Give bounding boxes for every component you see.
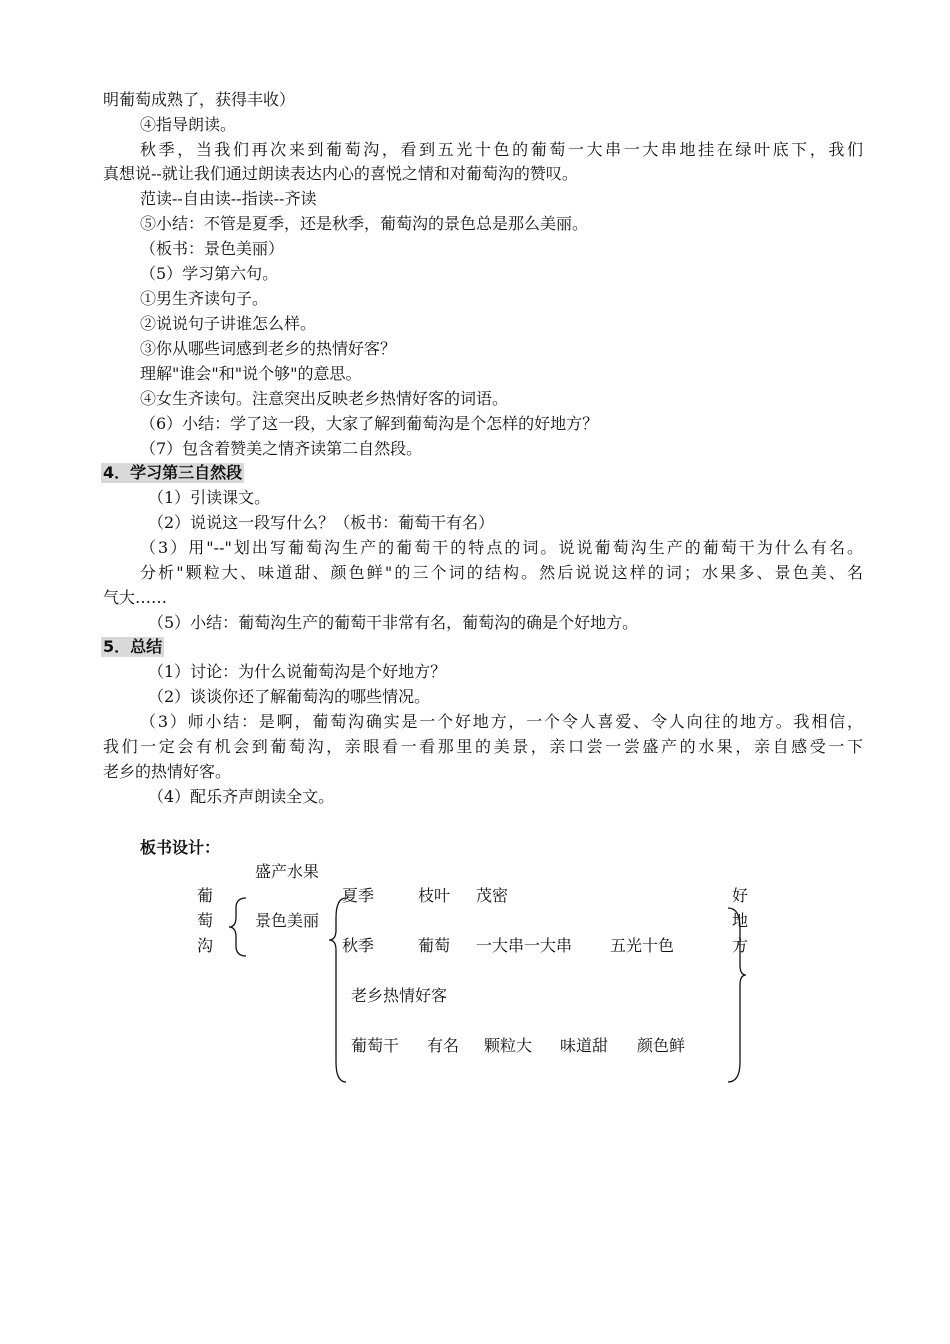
text-line: ④女生齐读句。注意突出反映老乡热情好客的词语。 (140, 389, 509, 408)
large-left-brace (329, 898, 346, 1082)
board-jingse: 景色美丽 (255, 911, 320, 930)
text-line: （1）引读课文。 (148, 488, 271, 507)
section-heading: 5．总结 (103, 637, 163, 656)
text-line: （板书：景色美丽） (140, 239, 285, 258)
board-char: 萄 (196, 911, 213, 930)
text-line: ①男生齐读句子。 (140, 289, 269, 308)
board-char: 地 (731, 911, 748, 930)
text-line: （6）小结：学了这一段，大家了解到葡萄沟是个怎样的好地方？ (140, 414, 599, 433)
board-laoxiang: 老乡热情好客 (351, 986, 448, 1005)
board-left-vertical (196, 883, 214, 958)
text-line: 老乡的热情好客。 (103, 762, 232, 781)
text-line: ②说说句子讲谁怎么样。 (140, 314, 317, 333)
text-line: （2）说说这一段写什么？（板书：葡萄干有名） (148, 513, 495, 532)
board-char: 沟 (196, 936, 213, 955)
board-weidao: 味道甜 (560, 1036, 609, 1055)
text-line: 气大…… (103, 588, 168, 607)
board-putaogan: 葡萄干 (351, 1036, 400, 1055)
board-maomi: 茂密 (476, 886, 509, 905)
text-line: 秋季，当我们再次来到葡萄沟，看到五光十色的葡萄一大串一大串地挂在绿叶底下，我们 (140, 140, 863, 159)
text-line: （4）配乐齐声朗读全文。 (148, 787, 335, 806)
board-shengchan: 盛产水果 (255, 862, 320, 881)
board-right-vertical (731, 883, 749, 958)
text-line: 范读--自由读--指读--齐读 (140, 189, 317, 208)
board-wuguang: 五光十色 (610, 936, 675, 955)
board-char: 葡 (196, 886, 213, 905)
board-char: 方 (731, 936, 748, 955)
text-line: （1）讨论：为什么说葡萄沟是个好地方？ (148, 662, 447, 681)
text-line: （7）包含着赞美之情齐读第二自然段。 (140, 439, 423, 458)
board-putao: 葡萄 (418, 936, 451, 955)
text-line: 我们一定会有机会到葡萄沟，亲眼看一看那里的美景，亲口尝一尝盛产的水果，亲自感受一下 (103, 737, 863, 756)
text-line: 明葡萄成熟了，获得丰收） (103, 90, 296, 109)
text-line: 理解"谁会"和"说个够"的意思。 (140, 364, 362, 383)
text-line: （2）谈谈你还了解葡萄沟的哪些情况。 (148, 687, 431, 706)
text-line: ⑤小结：不管是夏季，还是秋季，葡萄沟的景色总是那么美丽。 (140, 214, 589, 233)
board-dachuan: 一大串一大串 (476, 936, 573, 955)
board-xiaji: 夏季 (342, 886, 375, 905)
board-youming: 有名 (427, 1036, 460, 1055)
text-line: ③你从哪些词感到老乡的热情好客？ (140, 339, 397, 358)
text-line: （3）师小结：是啊，葡萄沟确实是一个好地方，一个令人喜爱、令人向往的地方。我相信， (140, 712, 863, 731)
text-line: 分析"颗粒大、味道甜、颜色鲜"的三个词的结构。然后说说这样的词；水果多、景色美、名 (140, 563, 863, 582)
text-line: 真想说--就让我们通过朗读表达内心的喜悦之情和对葡萄沟的赞叹。 (103, 164, 578, 183)
section-heading: 4．学习第三自然段 (103, 463, 243, 482)
board-qiuji: 秋季 (342, 936, 375, 955)
text-line: ④指导朗读。 (140, 115, 237, 134)
board-zhiye: 枝叶 (418, 886, 451, 905)
board-keli: 颗粒大 (484, 1036, 533, 1055)
board-design-title: 板书设计： (140, 838, 221, 857)
board-yanse: 颜色鲜 (637, 1036, 686, 1055)
board-char: 好 (731, 886, 748, 905)
small-brace (229, 898, 246, 956)
text-line: （3）用"--"划出写葡萄沟生产的葡萄干的特点的词。说说葡萄沟生产的葡萄干为什么有名。 (140, 538, 863, 557)
text-line: （5）小结：葡萄沟生产的葡萄干非常有名，葡萄沟的确是个好地方。 (148, 613, 639, 632)
text-line: （5）学习第六句。 (140, 264, 279, 283)
